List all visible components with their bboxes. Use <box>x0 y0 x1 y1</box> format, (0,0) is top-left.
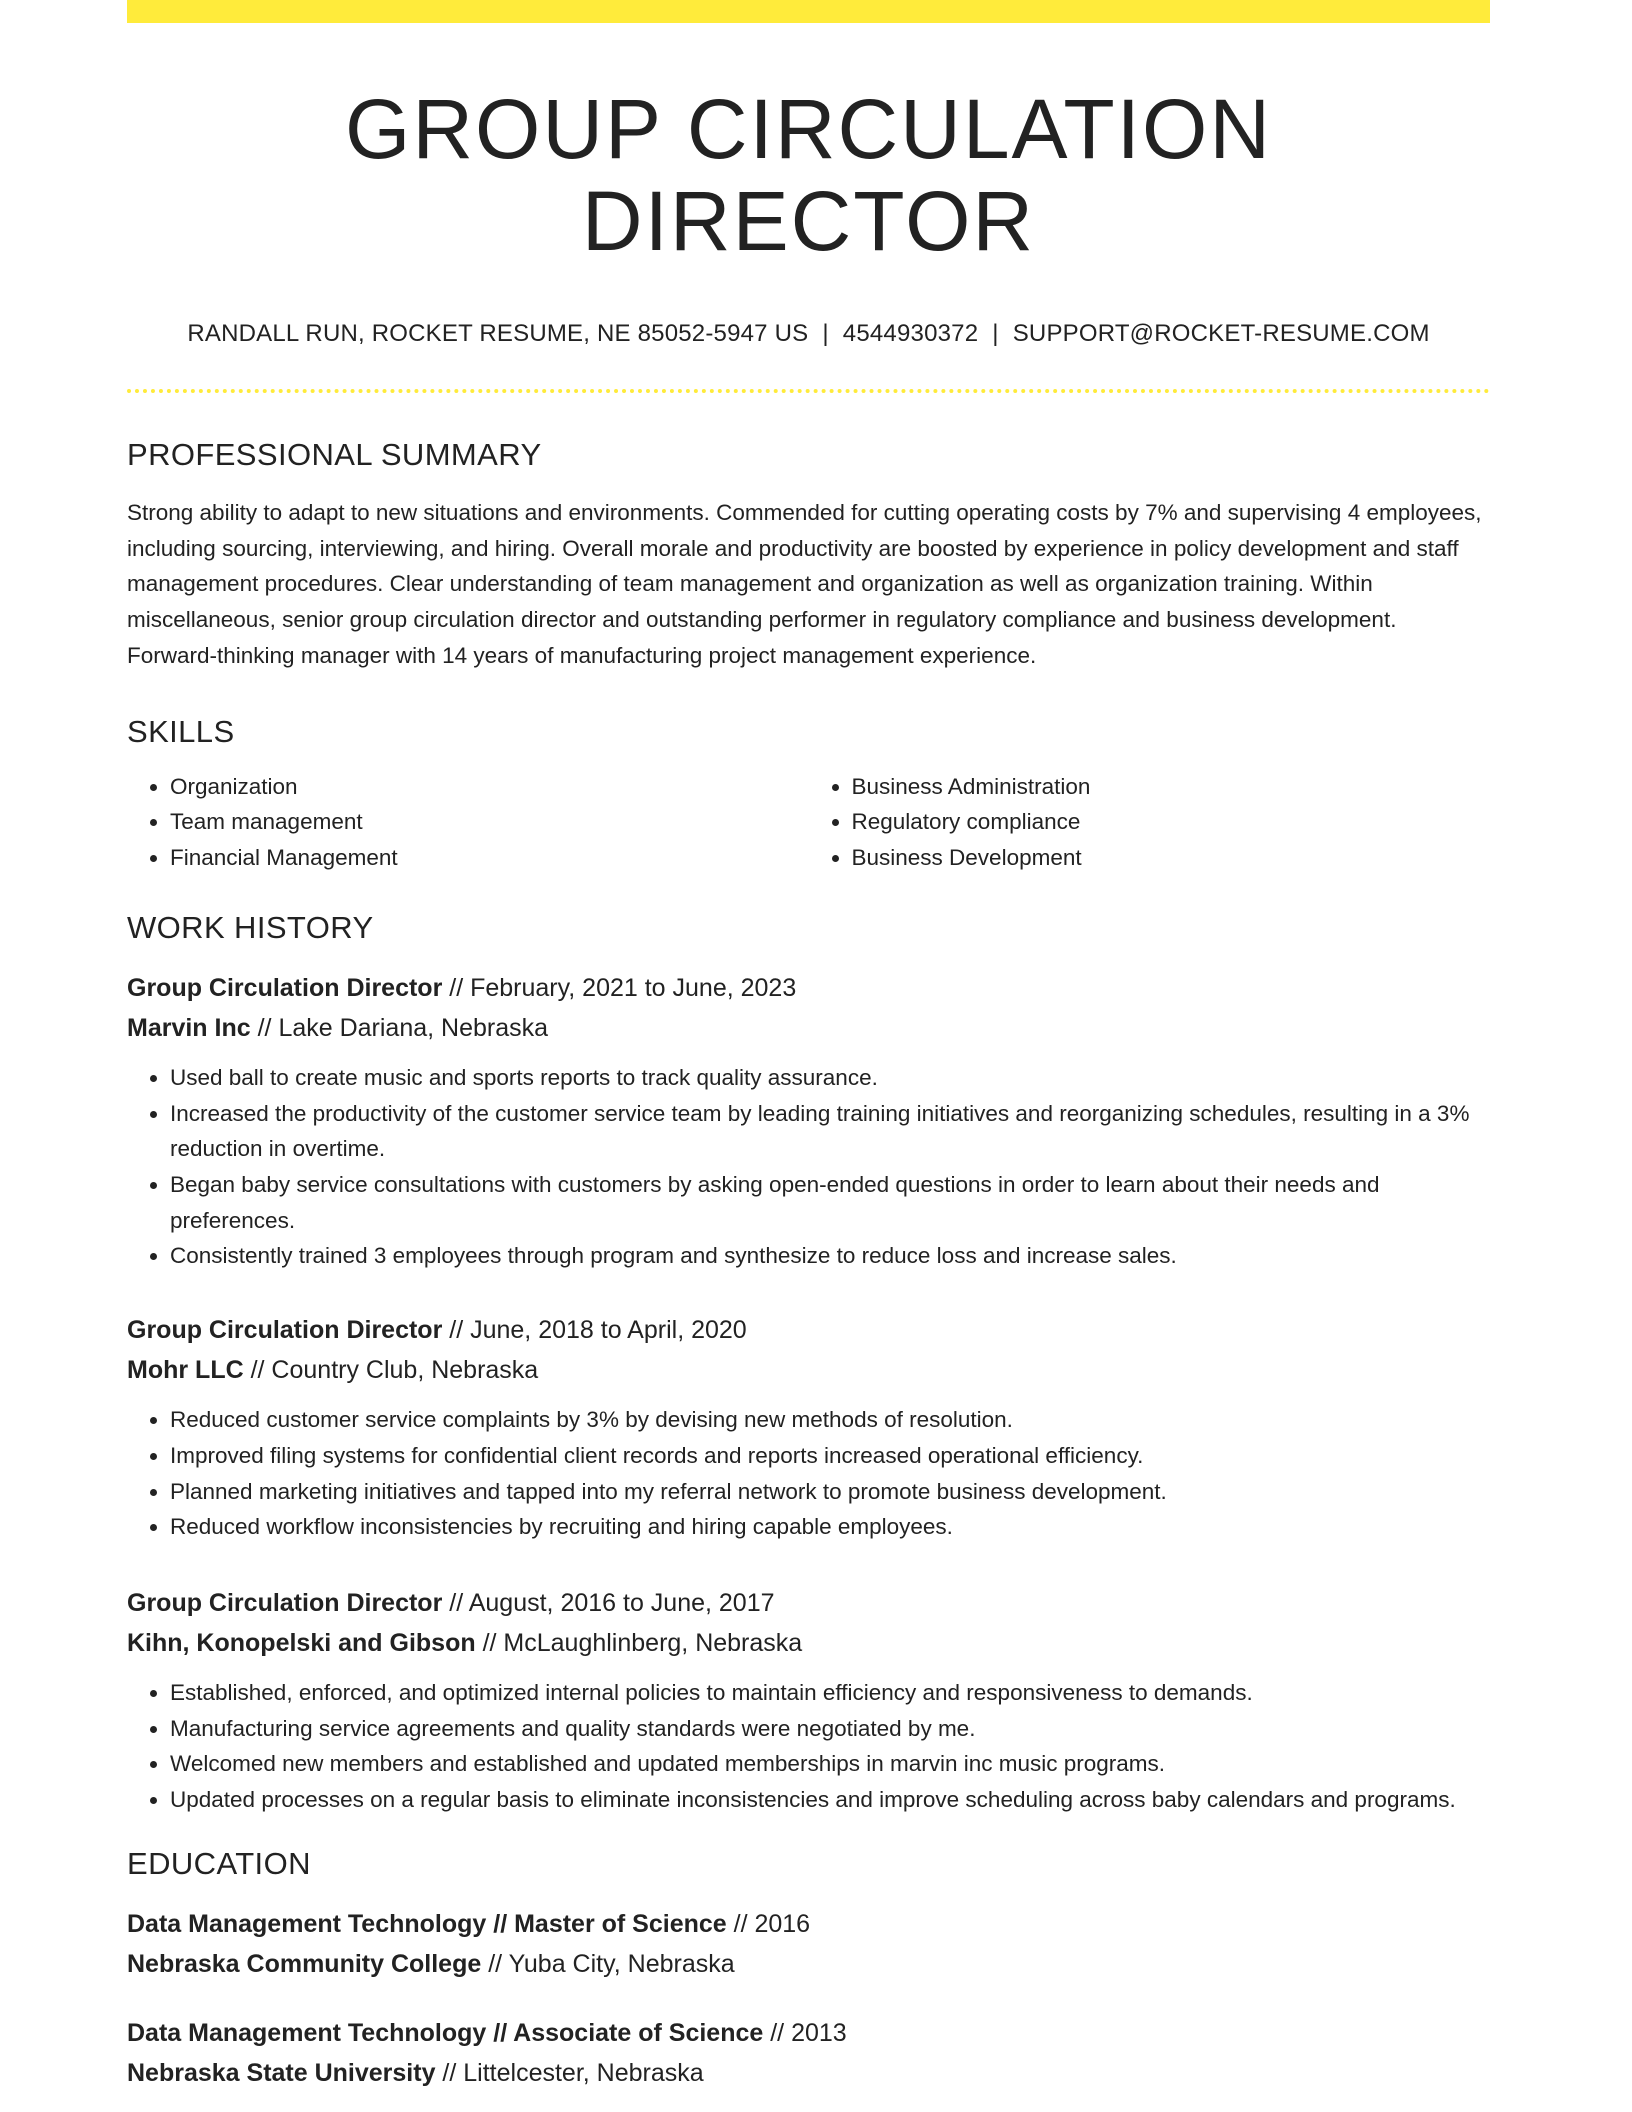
job-title-line <box>127 968 1490 1008</box>
job-company: Marvin Inc <box>127 1013 251 1042</box>
job-entry <box>127 1310 1490 1545</box>
job-location: // Country Club, Nebraska <box>243 1356 539 1385</box>
job-entry <box>127 968 1490 1274</box>
education-degree-line <box>127 1904 1490 1944</box>
job-location: // McLaughlinberg, Nebraska <box>475 1628 803 1657</box>
job-bullet: • Planned marketing initiatives and tapped into my referral network to promote business development. <box>170 1474 1490 1510</box>
job-company: Mohr LLC <box>127 1356 244 1385</box>
skill-item: • Business Administration <box>852 769 1491 805</box>
education-school: Nebraska State University <box>127 2058 436 2087</box>
job-dates: // February, 2021 to June, 2023 <box>442 973 797 1002</box>
job-bullet: • Reduced customer service complaints by 3% by devising new methods of resolution. <box>170 1402 1490 1438</box>
job-bullets <box>127 1060 1490 1274</box>
job-bullets <box>127 1402 1490 1545</box>
contact-separator: | <box>822 319 829 347</box>
job-bullet: • Improved filing systems for confidential client records and reports increased operational efficiency. <box>170 1438 1490 1474</box>
resume-content <box>127 0 1490 2093</box>
skill-item: • Organization <box>170 769 809 805</box>
job-location: // Lake Dariana, Nebraska <box>250 1013 549 1042</box>
job-title-line <box>127 1583 1490 1623</box>
job-bullet: • Established, enforced, and optimized internal policies to maintain efficiency and responsiveness to demands. <box>170 1675 1490 1711</box>
job-bullet: • Updated processes on a regular basis to eliminate inconsistencies and improve scheduling across baby calendars and programs. <box>170 1782 1490 1818</box>
skills-column-left <box>127 769 809 876</box>
skill-item: • Financial Management <box>170 840 809 876</box>
contact-address: RANDALL RUN, ROCKET RESUME, NE 85052-5947 US <box>187 319 809 347</box>
education-year: // 2016 <box>726 1909 811 1938</box>
skill-item: • Business Development <box>852 840 1491 876</box>
job-company-line <box>127 1623 1490 1663</box>
resume-title: GROUP CIRCULATION DIRECTOR <box>345 82 1272 269</box>
skills-list <box>127 769 1490 876</box>
education-school-line <box>127 2053 1490 2093</box>
education-degree: Data Management Technology // Master of Science <box>127 1909 727 1938</box>
job-bullet: • Reduced workflow inconsistencies by recruiting and hiring capable employees. <box>170 1509 1490 1545</box>
skills-heading: SKILLS <box>127 713 235 749</box>
job-dates: // June, 2018 to April, 2020 <box>442 1316 747 1345</box>
education-entry <box>127 1904 1490 1984</box>
work-history-heading: WORK HISTORY <box>127 909 374 945</box>
skill-item: • Regulatory compliance <box>852 804 1491 840</box>
education-location: // Yuba City, Nebraska <box>481 1949 735 1978</box>
education-location: // Littelcester, Nebraska <box>435 2058 704 2087</box>
skills-column-right <box>809 769 1491 876</box>
job-company: Kihn, Konopelski and Gibson <box>127 1628 476 1657</box>
education-school: Nebraska Community College <box>127 1949 482 1978</box>
dotted-divider <box>127 389 1490 393</box>
job-role: Group Circulation Director <box>127 1588 443 1617</box>
summary-text: Strong ability to adapt to new situations and environments. Commended for cutting operating costs by 7% and supervising 4 employees, including sourcing, interviewing, and hiring. Overall morale and productivity are boosted by experience in policy development and staff management procedures. Clear understanding of team management and organization as well as organization training. Within miscellaneous, senior group circulation director and outstanding performer in regulatory compliance and business development. Forward-thinking manager with 14 years of manufacturing project management experience. <box>127 499 1482 668</box>
summary-heading: PROFESSIONAL SUMMARY <box>127 436 542 472</box>
skill-item: • Team management <box>170 804 809 840</box>
job-bullet: • Welcomed new members and established and updated memberships in marvin inc music programs. <box>170 1746 1490 1782</box>
job-dates: // August, 2016 to June, 2017 <box>442 1588 775 1617</box>
education-degree: Data Management Technology // Associate of Science <box>127 2018 764 2047</box>
contact-email: SUPPORT@ROCKET-RESUME.COM <box>1012 319 1430 347</box>
job-bullet: • Manufacturing service agreements and quality standards were negotiated by me. <box>170 1711 1490 1747</box>
job-bullet: • Increased the productivity of the customer service team by leading training initiatives and reorganizing schedules, resulting in a 3% reduction in overtime. <box>170 1096 1490 1167</box>
job-title-line <box>127 1310 1490 1350</box>
education-heading: EDUCATION <box>127 1845 311 1881</box>
education-degree-line <box>127 2013 1490 2053</box>
job-bullet: • Used ball to create music and sports reports to track quality assurance. <box>170 1060 1490 1096</box>
job-company-line <box>127 1008 1490 1048</box>
education-year: // 2013 <box>763 2018 847 2047</box>
education-entry <box>127 2013 1490 2093</box>
job-bullets <box>127 1675 1490 1818</box>
job-bullet: • Consistently trained 3 employees through program and synthesize to reduce loss and increase sales. <box>170 1238 1490 1274</box>
job-role: Group Circulation Director <box>127 973 443 1002</box>
top-accent-bar <box>127 0 1490 23</box>
job-company-line <box>127 1350 1490 1390</box>
job-bullet: • Began baby service consultations with customers by asking open-ended questions in order to learn about their needs and preferences. <box>170 1167 1490 1238</box>
job-role: Group Circulation Director <box>127 1316 443 1345</box>
education-school-line <box>127 1944 1490 1984</box>
contact-phone: 4544930372 <box>842 319 979 347</box>
job-entry <box>127 1583 1490 1818</box>
contact-line <box>127 319 1490 347</box>
contact-separator: | <box>992 319 999 347</box>
